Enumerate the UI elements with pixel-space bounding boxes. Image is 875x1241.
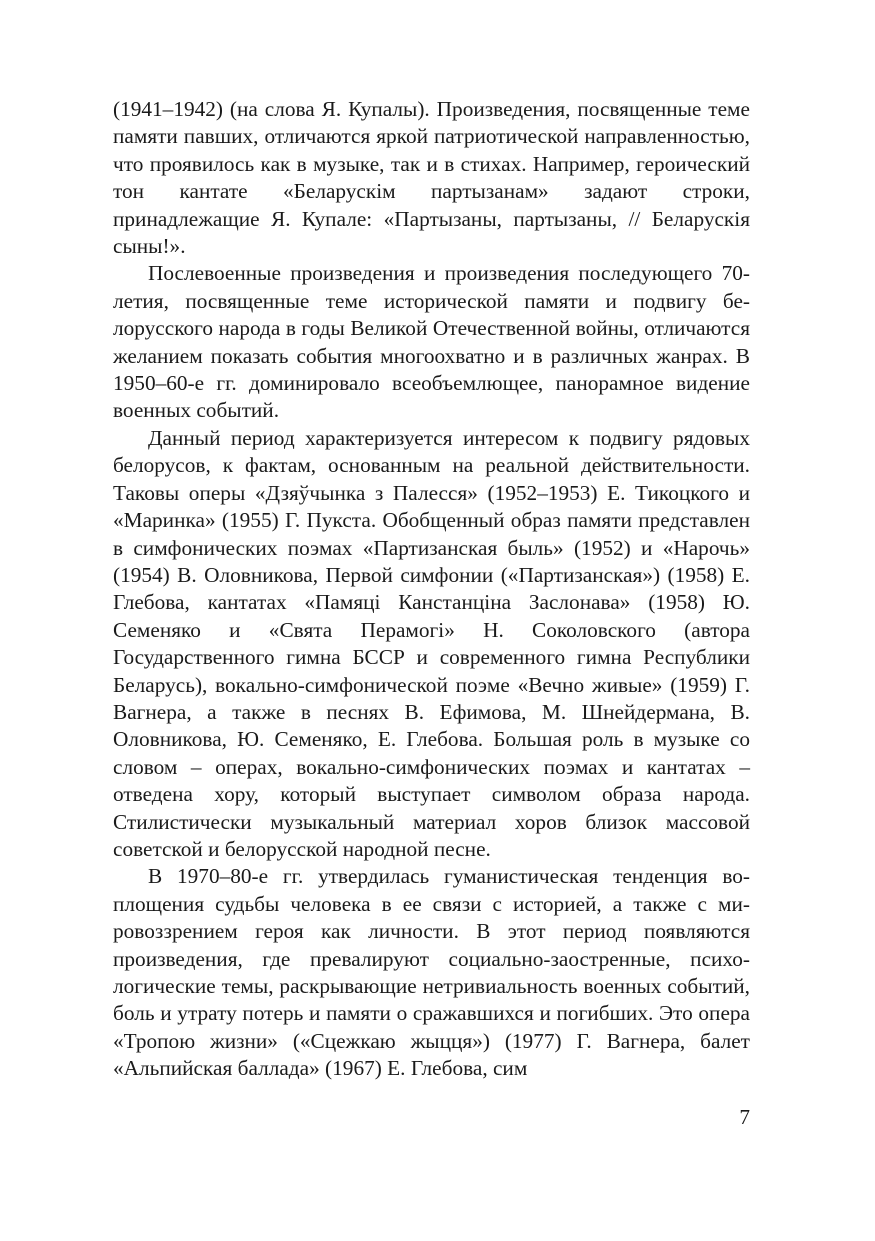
paragraph-continued: (1941–1942) (на слова Я. Купалы). Произведения, посвященные теме памяти павших, отличаются яркой патриотической направленностью, что проявилось как в музыке, так и в стихах. Например, героический тон кантате «Беларускім партызанам» задают строки, принадлежащие Я. Купале: «Партызаны, партызаны, // Беларускія сыны!».	[113, 97, 750, 259]
page-body	[113, 96, 750, 1083]
paragraph-1970s-80s: В 1970–80-е гг. утвердилась гуманистическая тенденция воплощения судьбы человека в ее связи с историей, а также с мировоззрением героя как личности. В этот период появляются произведения, где превалируют социально-заостренные, психологические темы, раскрывающие нетривиальность военных событий, боль и утрату потерь и памяти о сражавшихся и погибших. Это опера «Тропою жизни» («Сцежкаю жыцця») (1977) Г. Вагнера, балет «Альпийская баллада» (1967) Е. Глебова, сим	[113, 864, 750, 1081]
page-number: 7	[739, 1105, 750, 1129]
paragraph-postwar-works: Послевоенные произведения и произведения последующего 70-летия, посвященные теме исторической памяти и подвигу белорусского народа в годы Великой Отечественной войны, отличаются желанием показать события многоохватно и в различных жанрах. В 1950–60-е гг. доминировало всеобъемлющее, панорамное видение военных событий.	[113, 261, 750, 423]
paragraph-period-characteristics: Данный период характеризуется интересом к подвигу рядовых белорусов, к фактам, основанным на реальной действительности. Таковы оперы «Дзяўчынка з Палесся» (1952–1953) Е. Тикоцкого и «Маринка» (1955) Г. Пукста. Обобщенный образ памяти представлен в симфонических поэмах «Партизанская быль» (1952) и «Нарочь» (1954) В. Оловникова, Первой симфонии («Партизанская») (1958) Е. Глебова, кантатах «Памяцi Канстанцiна Заслонава» (1958) Ю. Семеняко и «Свята Перамогi» Н. Соколовского (автора Государственного гимна БССР и современного гимна Республики Беларусь), вокально-симфонической поэме «Вечно живые» (1959) Г. Вагнера, а также в песнях В. Ефимова, М. Шнейдермана, В. Оловникова, Ю. Семеняко, Е. Глебова. Большая роль в музыке со словом – операх, вокально-симфонических поэмах и кантатах – отведена хору, который выступает символом образа народа. Стилистически музыкальный материал хоров близок массовой советской и белорусской народной песне.	[113, 425, 750, 861]
